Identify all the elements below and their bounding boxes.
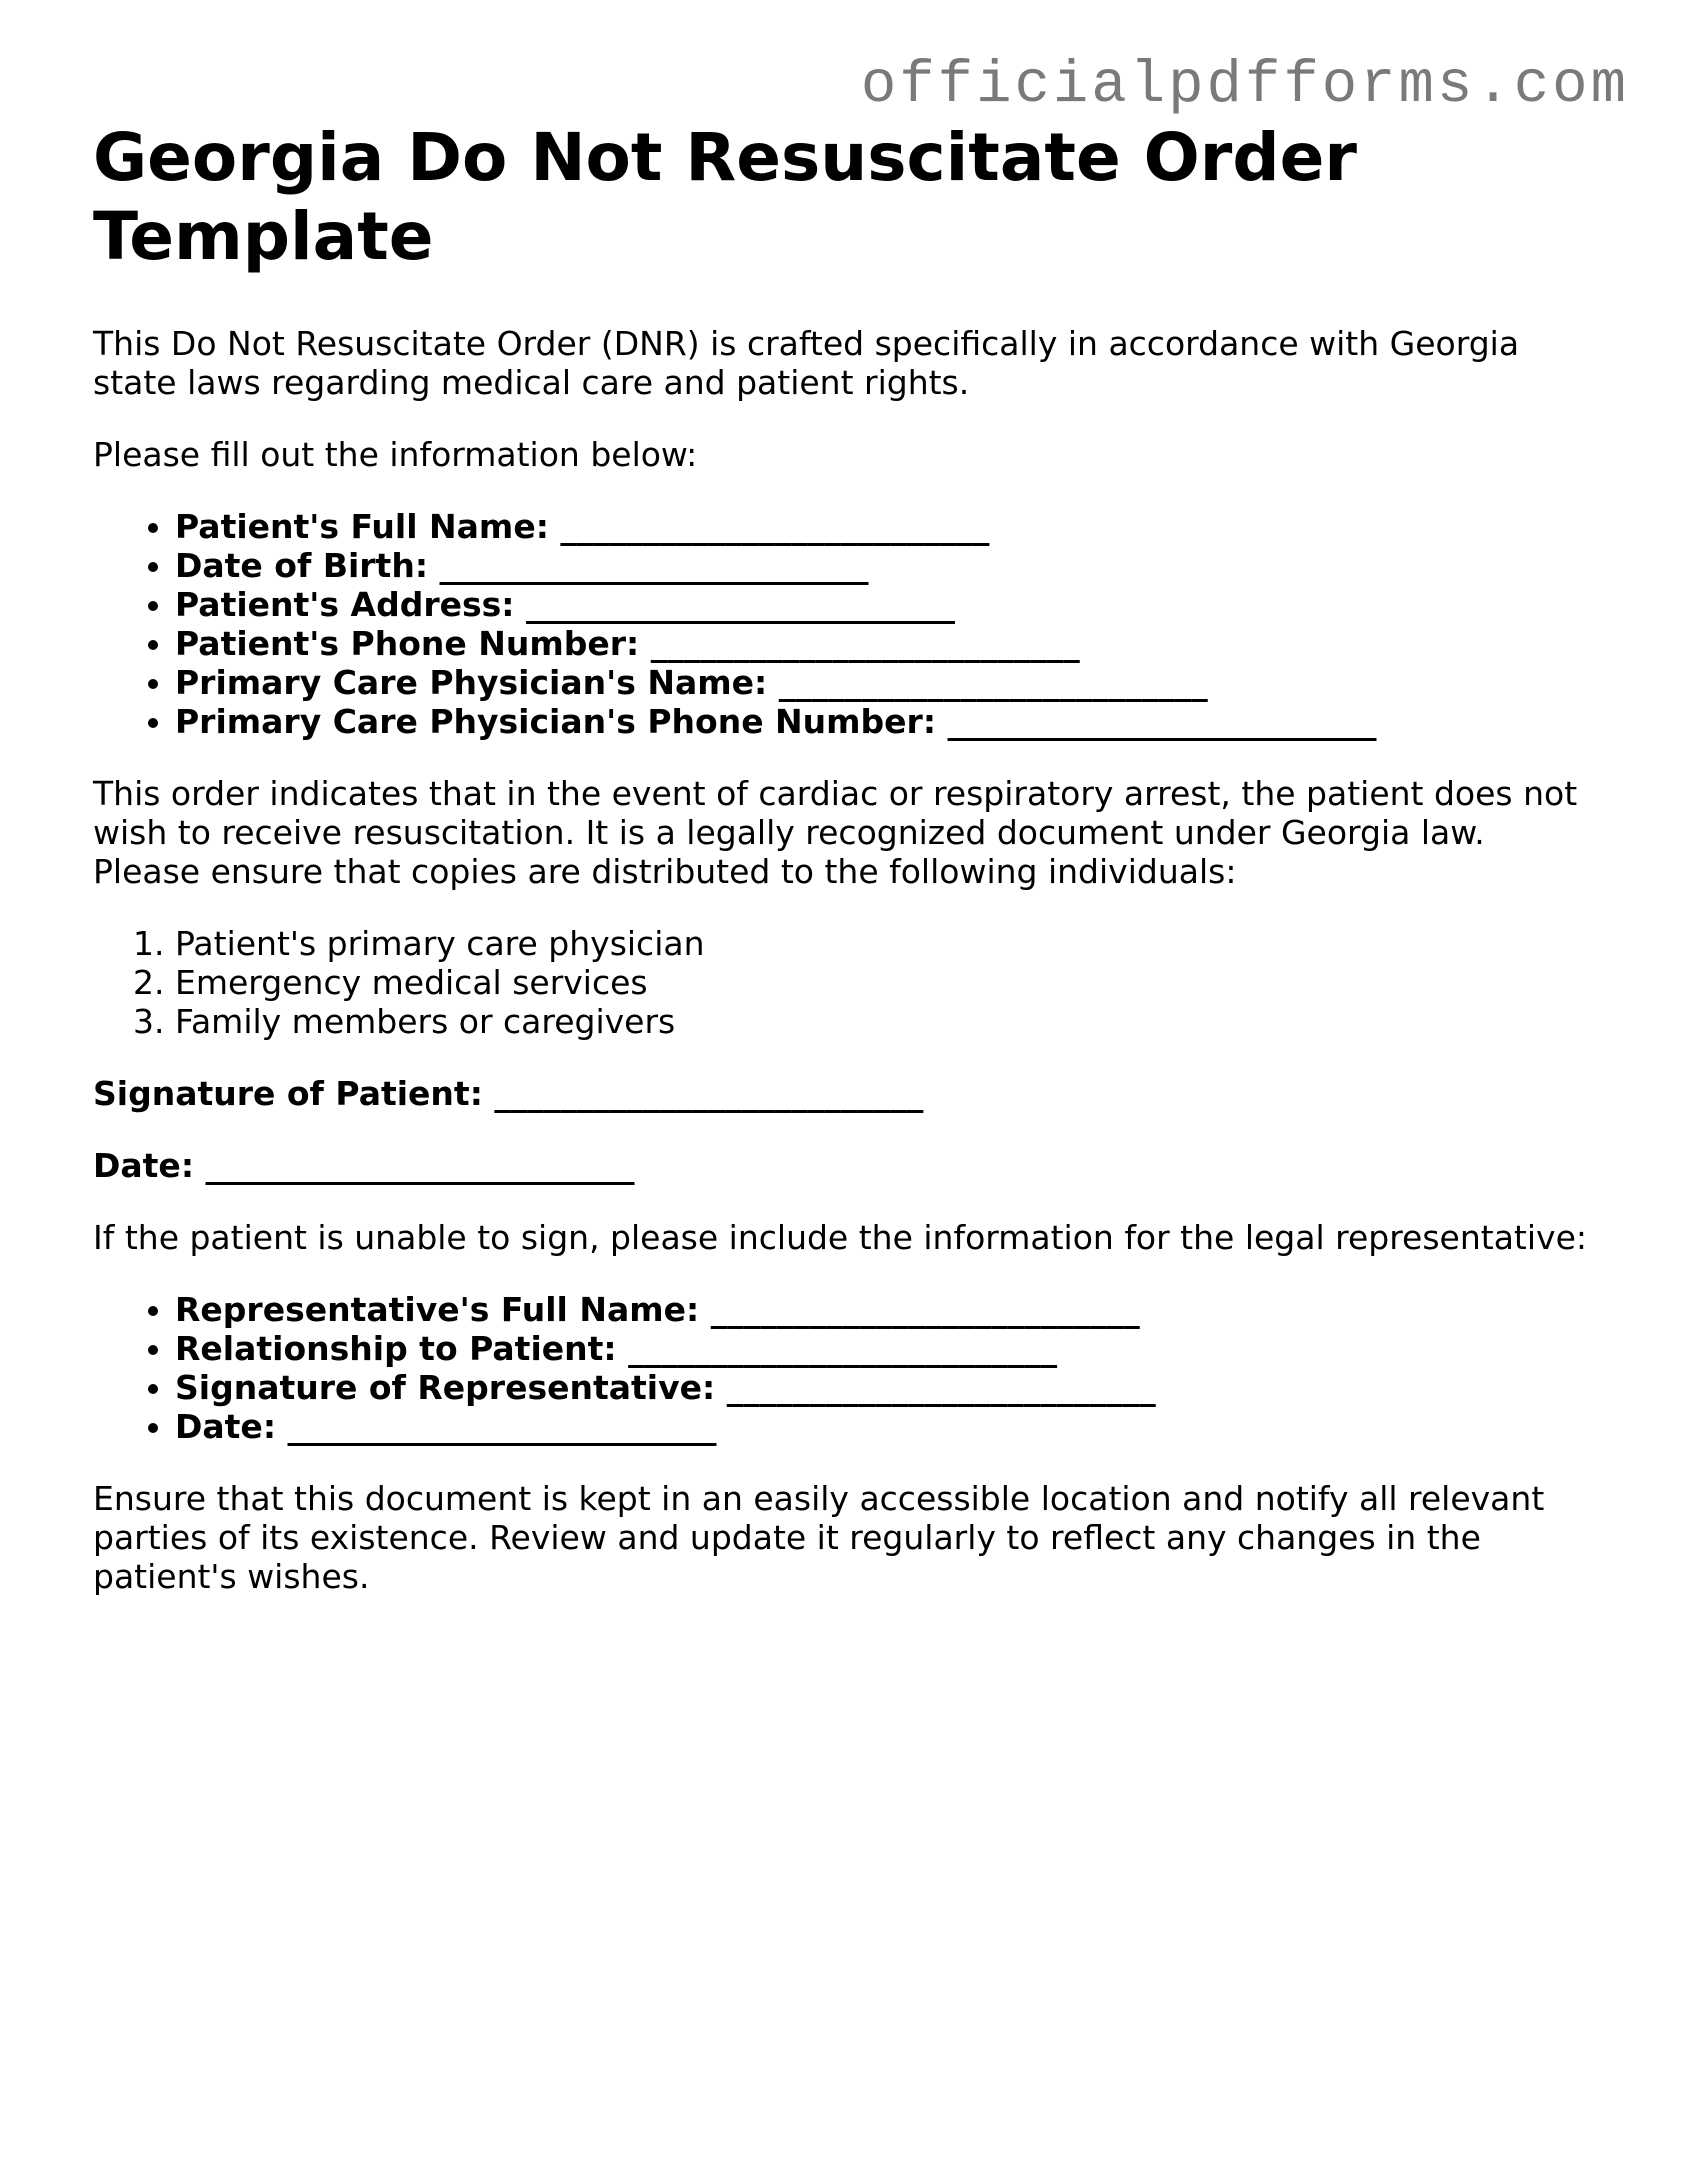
- field-label: Primary Care Physician's Phone Number:: [175, 702, 937, 741]
- patient-signature-line: [93, 1074, 1593, 1113]
- field-label: Primary Care Physician's Name:: [175, 663, 768, 702]
- field-physician-name: [175, 663, 1593, 702]
- field-label: Patient's Full Name:: [175, 507, 549, 546]
- fill-in-blank[interactable]: __________________________: [525, 585, 955, 624]
- patient-date-line: [93, 1146, 1593, 1185]
- field-representative-signature: [175, 1368, 1593, 1407]
- field-label: Signature of Representative:: [175, 1368, 716, 1407]
- field-label: Relationship to Patient:: [175, 1329, 617, 1368]
- intro-paragraph: This Do Not Resuscitate Order (DNR) is crafted specifically in accordance with Georgia state laws regarding medical care and patient rights.: [93, 324, 1520, 402]
- recipients-list: [93, 924, 1593, 1041]
- fill-in-blank[interactable]: __________________________: [778, 663, 1208, 702]
- order-description: This order indicates that in the event of cardiac or respiratory arrest, the patient does not wish to receive resuscitation. It is a legally recognized document under Georgia law. Please ensure that copies are distributed to the following individuals:: [93, 774, 1578, 891]
- closing-paragraph: Ensure that this document is kept in an easily accessible location and notify all relevant parties of its existence. Review and update it regularly to reflect any changes in the patient's wishes.: [93, 1479, 1545, 1596]
- field-patient-full-name: [175, 507, 1593, 546]
- fill-in-blank[interactable]: __________________________: [494, 1074, 924, 1113]
- field-label: Patient's Phone Number:: [175, 624, 640, 663]
- fill-in-blank[interactable]: __________________________: [628, 1329, 1058, 1368]
- field-label: Date of Birth:: [175, 546, 429, 585]
- field-representative-name: [175, 1290, 1593, 1329]
- field-label: Patient's Address:: [175, 585, 515, 624]
- recipient-item: 3. Family members or caregivers: [175, 1002, 1593, 1041]
- fill-in-blank[interactable]: __________________________: [205, 1146, 635, 1185]
- recipient-item: 1. Patient's primary care physician: [175, 924, 1593, 963]
- representative-fields-list: [93, 1290, 1593, 1446]
- field-label: Date:: [175, 1407, 277, 1446]
- fill-in-blank[interactable]: __________________________: [439, 546, 869, 585]
- watermark: officialpdfforms.com: [860, 52, 1629, 119]
- fill-in-blank[interactable]: __________________________: [726, 1368, 1156, 1407]
- field-relationship: [175, 1329, 1593, 1368]
- page-title: Georgia Do Not Resuscitate Order Template: [93, 119, 1357, 275]
- field-representative-date: [175, 1407, 1593, 1446]
- fill-in-blank[interactable]: __________________________: [287, 1407, 717, 1446]
- field-date-of-birth: [175, 546, 1593, 585]
- representative-instructions: If the patient is unable to sign, please include the information for the legal representative:: [93, 1218, 1587, 1257]
- fill-in-blank[interactable]: __________________________: [650, 624, 1080, 663]
- recipient-item: 2. Emergency medical services: [175, 963, 1593, 1002]
- field-patient-phone: [175, 624, 1593, 663]
- fill-in-blank[interactable]: __________________________: [947, 702, 1377, 741]
- field-patient-address: [175, 585, 1593, 624]
- signature-label: Signature of Patient:: [93, 1074, 483, 1113]
- fill-in-blank[interactable]: __________________________: [560, 507, 990, 546]
- field-physician-phone: [175, 702, 1593, 741]
- field-label: Representative's Full Name:: [175, 1290, 700, 1329]
- document-page: [93, 118, 1593, 1596]
- patient-fields-list: [93, 507, 1593, 741]
- date-label: Date:: [93, 1146, 195, 1185]
- instructions-prompt: Please fill out the information below:: [93, 435, 698, 474]
- fill-in-blank[interactable]: __________________________: [710, 1290, 1140, 1329]
